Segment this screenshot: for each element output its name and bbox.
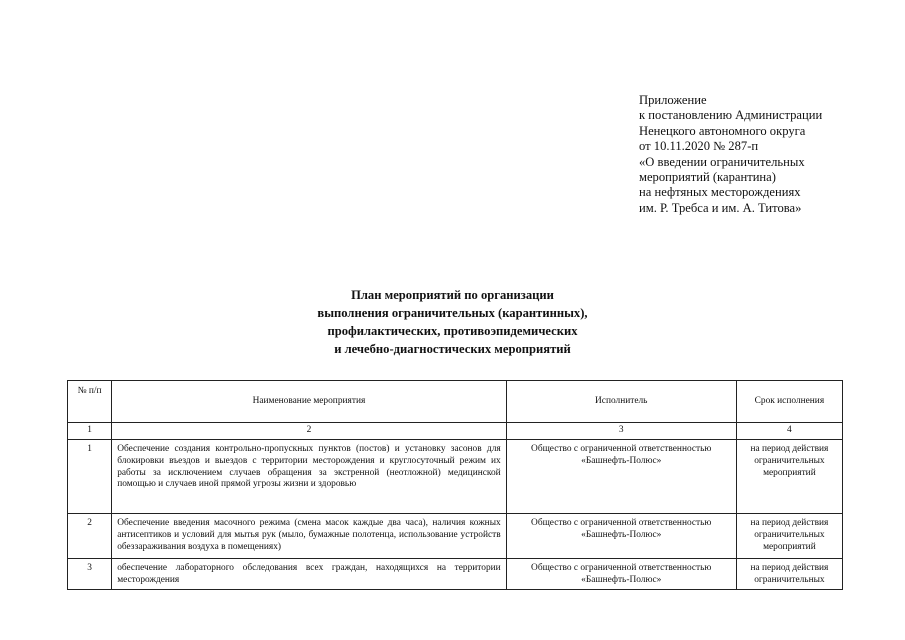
column-number: 4	[736, 423, 842, 440]
table-row	[68, 514, 843, 559]
appendix-line: к постановлению Администрации	[639, 108, 823, 123]
column-number: 3	[506, 423, 736, 440]
row-executor: Общество с ограниченной ответственностью «Башнефть-Полюс»	[506, 514, 736, 559]
appendix-line: Приложение	[639, 93, 707, 107]
header-name: Наименование мероприятия	[112, 381, 507, 423]
title-line: и лечебно-диагностических мероприятий	[334, 342, 571, 356]
column-number: 2	[112, 423, 507, 440]
appendix-line: на нефтяных месторождениях	[639, 185, 801, 200]
row-executor: Общество с ограниченной ответственностью «Башнефть-Полюс»	[506, 440, 736, 514]
row-num: 3	[68, 559, 112, 590]
title-line: выполнения ограничительных (карантинных),	[317, 306, 588, 320]
table-row	[68, 559, 843, 590]
title-line: План мероприятий по организации	[351, 288, 554, 302]
row-executor: Общество с ограниченной ответственностью «Башнефть-Полюс»	[506, 559, 736, 590]
appendix-block	[639, 93, 822, 216]
row-deadline: на период действия ограничительных мероприятий	[736, 514, 842, 559]
column-number-row	[68, 423, 843, 440]
row-name: Обеспечение создания контрольно-пропускных пунктов (постов) и установку засонов для блокировки въездов и выездов с территории месторождения и круглосуточный режим их работы за исключением случаев обращения за экстренной (неотложной) медицинской помощью и случаев иной прямой угрозы жизни и здоровью	[112, 440, 507, 514]
appendix-line: им. Р. Требса и им. А. Титова»	[639, 200, 802, 215]
table-header-row	[68, 381, 843, 423]
appendix-line: мероприятий (карантина)	[639, 170, 776, 185]
header-executor: Исполнитель	[506, 381, 736, 423]
column-number: 1	[68, 423, 112, 440]
row-deadline: на период действия ограничительных	[736, 559, 842, 590]
table-row	[68, 440, 843, 514]
appendix-line: от 10.11.2020 № 287-п	[639, 139, 759, 154]
appendix-line: «О введении ограничительных	[639, 154, 805, 169]
header-deadline: Срок исполнения	[736, 381, 842, 423]
row-name: обеспечение лабораторного обследования всех граждан, находящихся на территории месторождения	[112, 559, 507, 590]
title-line: профилактических, противоэпидемических	[327, 324, 578, 338]
row-deadline: на период действия ограничительных мероприятий	[736, 440, 842, 514]
measures-table	[67, 380, 843, 590]
row-num: 1	[68, 440, 112, 514]
row-name: Обеспечение введения масочного режима (смена масок каждые два часа), наличия кожных антисептиков и условий для мытья рук (мыло, бумажные полотенца, использование устройств обеззараживания воздуха в помещениях)	[112, 514, 507, 559]
header-num: № п/п	[68, 381, 112, 423]
row-num: 2	[68, 514, 112, 559]
document-title	[0, 286, 905, 358]
appendix-line: Ненецкого автономного округа	[639, 123, 806, 138]
